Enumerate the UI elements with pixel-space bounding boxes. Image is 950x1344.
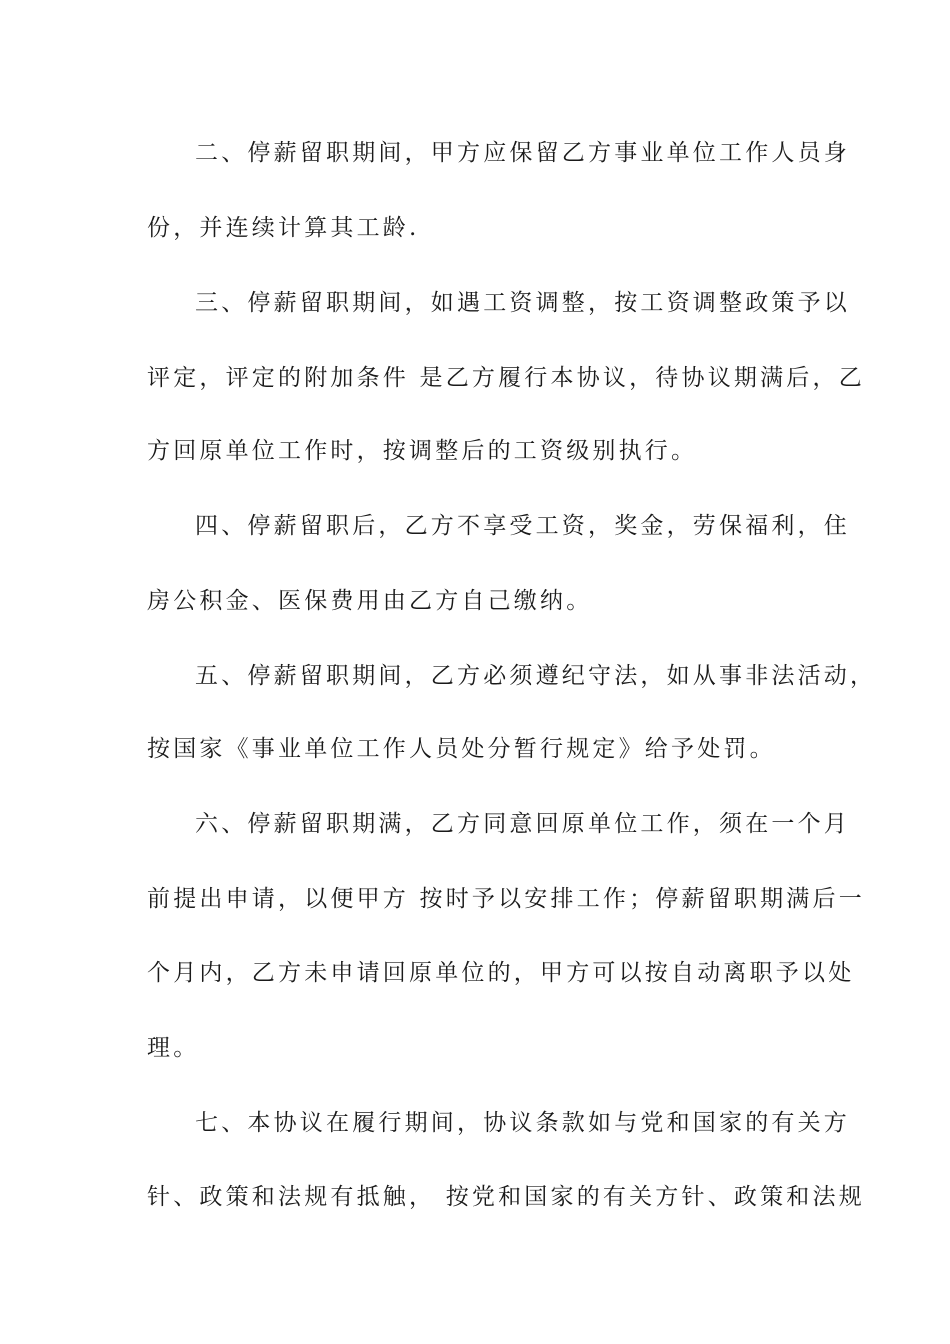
clause-4-line-2: 房公积金、医保费用由乙方自己缴纳。 xyxy=(147,588,593,614)
clause-7-line-2: 针、政策和法规有抵触， 按党和国家的有关方针、政策和法规 xyxy=(147,1184,865,1210)
clause-7-line-1: 七、本协议在履行期间，协议条款如与党和国家的有关方 xyxy=(195,1110,850,1136)
clause-3-line-2: 评定，评定的附加条件 是乙方履行本协议，待协议期满后，乙 xyxy=(147,365,865,391)
clause-4-line-1: 四、停薪留职后，乙方不享受工资，奖金，劳保福利，住 xyxy=(195,513,850,539)
clause-6-line-2: 前提出申请，以便甲方 按时予以安排工作；停薪留职期满后一 xyxy=(147,886,865,912)
clause-3-line-1: 三、停薪留职期间，如遇工资调整，按工资调整政策予以 xyxy=(195,290,850,316)
clause-6-line-1: 六、停薪留职期满，乙方同意回原单位工作，须在一个月 xyxy=(195,811,850,837)
clause-5-line-1: 五、停薪留职期间，乙方必须遵纪守法，如从事非法活动， xyxy=(195,663,877,689)
clause-5-line-2: 按国家《事业单位工作人员处分暂行规定》给予处罚。 xyxy=(147,736,776,762)
clause-3-line-3: 方回原单位工作时，按调整后的工资级别执行。 xyxy=(147,438,698,464)
clause-6-line-4: 理。 xyxy=(147,1035,200,1061)
clause-6-line-3: 个月内，乙方未申请回原单位的，甲方可以按自动离职予以处 xyxy=(147,960,855,986)
clause-2-line-2: 份，并连续计算其工龄. xyxy=(147,215,420,241)
clause-2-line-1: 二、停薪留职期间，甲方应保留乙方事业单位工作人员身 xyxy=(195,140,850,166)
